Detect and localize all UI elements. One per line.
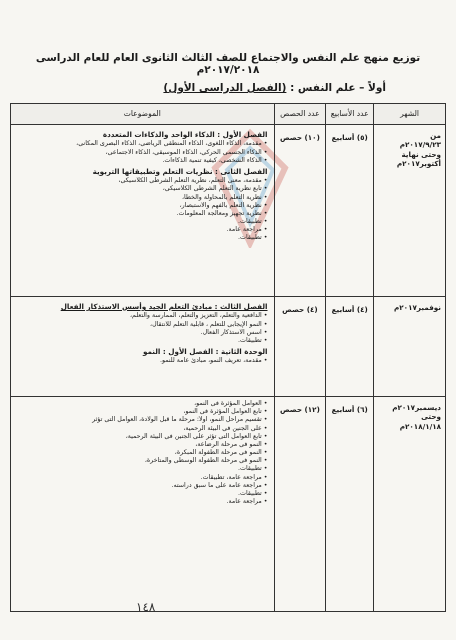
- periods-cell: (١٢) حصص: [274, 397, 326, 612]
- table-row: [11, 125, 446, 297]
- table-header-row: [11, 104, 446, 125]
- section-heading: الوحدة الثانية : الفصل الأول : النمو: [142, 347, 268, 357]
- topic-line: • تابع العوامل التى تؤثر على الجنين فى البيئة الرحمية،: [15, 433, 268, 441]
- topic-line: • تطبيقات.: [15, 337, 268, 345]
- topic-line: • النمو فى مرحلة الرضاعة،: [15, 441, 268, 449]
- topic-line: • تطبيقات.: [15, 490, 268, 498]
- topic-line: • على الجنين فى البيئة الرحمية،: [15, 425, 268, 433]
- subtitle-prefix: أولاً – علم النفس :: [290, 82, 386, 94]
- topics-cell: [11, 125, 275, 297]
- topics-cell: [11, 397, 275, 612]
- curriculum-table: [10, 103, 446, 612]
- topic-line: • نظرية تجهيز ومعالجة المعلومات.: [15, 210, 268, 218]
- topic-line: • الدافعية والتعلم، التعزيز والتعلم، الممارسة والتعلم،: [15, 312, 268, 320]
- month-cell: [374, 297, 446, 397]
- topics-cell: [11, 297, 275, 397]
- section-heading: الفصل الأول : الذكاء الواحد والذكاءات المتعددة: [102, 130, 268, 139]
- topic-line: • الذكاء الشخصى، كيفية تنمية الذكاءات.: [15, 157, 268, 165]
- subtitle-term: (الفصل الدراسى الأول): [163, 82, 287, 94]
- table-row: [11, 397, 446, 612]
- header-weeks: عدد الأسابيع: [326, 104, 374, 125]
- header-topics: الموضوعات: [11, 104, 275, 125]
- table-row: [11, 297, 446, 397]
- topic-line: • نظرية التعلم بالمحاولة والخطأ،: [15, 194, 268, 202]
- month-text: وحتى نهاية: [401, 149, 441, 159]
- topic-line: • مقدمة، تعريف النمو، مبادئ عامة للنمو.: [15, 357, 268, 365]
- month-text: ديسمبر٢٠١٧م: [392, 403, 441, 412]
- section-heading: الفصل الثالث : مبادئ التعلم الجيد وأسس الاستذكار الفعال: [60, 302, 268, 311]
- topic-line: • نظرية التعلم بالفهم والاستبصار،: [15, 202, 268, 210]
- topic-line: • مراجعة عامة.: [15, 226, 268, 234]
- topic-line: • النمو الإيجابى للتعلم ، قابلية التعلم للانتقال،: [15, 321, 268, 329]
- periods-cell: (٤) حصص: [274, 297, 326, 397]
- month-text: نوفمبر٢٠١٧م: [394, 303, 441, 312]
- month-text: ٢٠١٧/٩/٢٣م: [399, 140, 441, 150]
- topic-line: • مراجعة عامة على ما سبق دراسته.: [15, 482, 268, 490]
- topic-line: • مراجعة عامة، تطبيقات.: [15, 474, 268, 482]
- topic-line: • النمو فى مرحلة الطفولة الوسطى والمتأخرة،: [15, 457, 268, 465]
- topic-line: • مراجعة عامة.: [15, 498, 268, 506]
- topic-line: • تابع نظرية التعلم الشرطى الكلاسيكى،: [15, 185, 268, 193]
- topic-line: • النمو فى مرحلة الطفولة المبكرة،: [15, 449, 268, 457]
- topic-line: • العوامل المؤثرة فى النمو،: [15, 400, 268, 408]
- handwritten-page-number: ١٤٨: [136, 600, 156, 614]
- header-month: الشهر: [374, 104, 446, 125]
- topic-line: • أسس الاستذكار الفعال.: [15, 329, 268, 337]
- month-cell: [374, 125, 446, 297]
- topic-line: • مقدمة، معنى التعلم، نظرية التعلم الشرطى الكلاسيكى،: [15, 177, 268, 185]
- topic-line: • تقسيم مراحل النمو، أولاً: مرحلة ما قبل الولادة، العوامل التى تؤثر: [15, 416, 268, 424]
- month-text: من: [430, 131, 441, 140]
- topic-line: • تطبيقات.: [15, 218, 268, 226]
- month-text: وحتى ٢٠١٨/١/١٨م: [399, 412, 441, 431]
- topic-line: • مقدمة، الذكاء اللغوى، الذكاء المنطقى الرياضى، الذكاء البصرى المكانى،: [15, 140, 268, 148]
- page-title: توزيع منهج علم النفس والاجتماع للصف الثالث الثانوى العام للعام الدراسى ٢٠١٧/٢٠١٨م: [35, 52, 421, 76]
- header-periods: عدد الحصص: [274, 104, 326, 125]
- month-text: أكتوبر٢٠١٧م: [396, 159, 441, 169]
- weeks-cell: (٥) أسابيع: [326, 125, 374, 297]
- month-cell: [374, 397, 446, 612]
- periods-cell: (١٠) حصص: [274, 125, 326, 297]
- topic-line: • تطبيقات.: [15, 234, 268, 242]
- section-heading: الفصل الثانى : نظريات التعلم وتطبيقاتها التربوية: [92, 166, 268, 176]
- weeks-cell: (٦) أسابيع: [326, 397, 374, 612]
- weeks-cell: (٤) أسابيع: [326, 297, 374, 397]
- topic-line: • الذكاء الجسمى الحركى، الذكاء الموسيقى، الذكاء الاجتماعى،: [15, 149, 268, 157]
- topic-line: • تطبيقات.: [15, 465, 268, 473]
- topic-line: • تابع العوامل المؤثرة فى النمو،: [15, 408, 268, 416]
- subtitle: [163, 82, 386, 94]
